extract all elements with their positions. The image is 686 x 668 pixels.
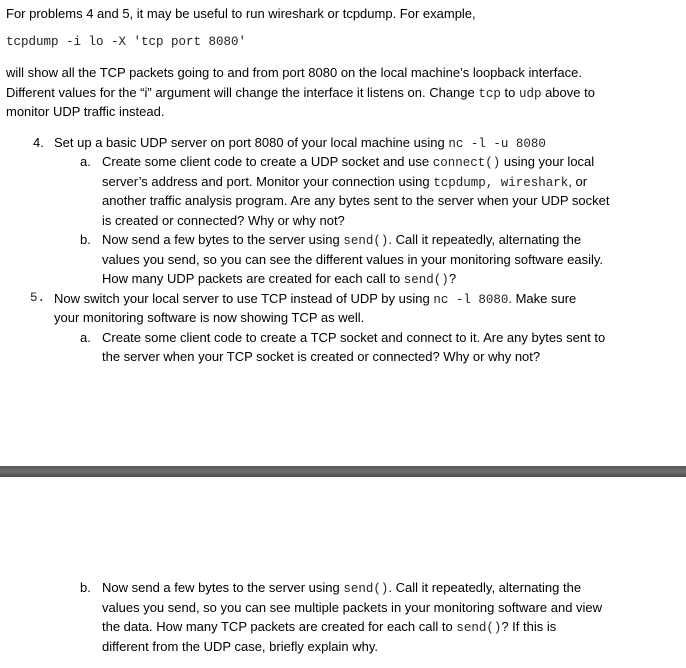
problem-4a-label: a. — [80, 154, 91, 169]
problem-5b-line-3 — [102, 617, 556, 638]
problem-5a-line-2: the server when your TCP socket is created or connected? Why or why not? — [102, 349, 541, 364]
problem-4b-line-3-text-a: How many UDP packets are created for each call to — [102, 271, 404, 286]
send-function: send() — [343, 582, 389, 596]
problem-5b-line-1-text-a: Now send a few bytes to the server using — [102, 580, 344, 595]
problem-5a-label: a. — [80, 330, 91, 345]
problem-5a-line-1: Create some client code to create a TCP socket and connect to it. Are any bytes sent to — [102, 330, 606, 345]
problem-4-number: 4. — [33, 135, 44, 150]
problem-4a-line-2-text-a: server’s address and port. Monitor your connection using — [102, 174, 434, 189]
section-divider — [0, 466, 686, 477]
send-function: send() — [343, 234, 389, 248]
intro-line-3-text-c: above to — [541, 85, 595, 100]
intro-line-2: will show all the TCP packets going to and from port 8080 on the local machine’s loopback interface. — [6, 65, 582, 80]
problem-5-line-1-text-b: . Make sure — [508, 291, 577, 306]
wireshark-tool: wireshark — [500, 176, 569, 190]
problem-5-line-1-text-a: Now switch your local server to use TCP instead of UDP by using — [54, 291, 434, 306]
tcpdump-tool: tcpdump — [433, 176, 486, 190]
problem-4a-line-4: is created or connected? Why or why not? — [102, 213, 345, 228]
problem-4b-line-3-text-b: ? — [448, 271, 457, 286]
problem-4a-line-2-text-b: , or — [568, 174, 588, 189]
problem-5-number: 5. — [30, 291, 46, 305]
problem-5b-line-4: different from the UDP case, briefly explain why. — [102, 639, 379, 654]
problem-4a-line-2 — [102, 172, 587, 193]
problem-4a-line-3: another traffic analysis program. Are any bytes sent to the server when your UDP socket — [102, 193, 610, 208]
intro-line-3-text-a: Different values for the “i” argument will change the interface it listens on. Change — [6, 85, 479, 100]
connect-function: connect() — [432, 156, 501, 170]
tcp-keyword: tcp — [478, 87, 501, 101]
problem-4-text-a: Set up a basic UDP server on port 8080 of your local machine using — [54, 135, 449, 150]
problem-5-line-2: your monitoring software is now showing TCP as well. — [54, 310, 365, 325]
problem-5b-line-3-text-b: ? If this is — [501, 619, 557, 634]
problem-5-command: nc -l 8080 — [433, 293, 509, 307]
problem-4a-line-1 — [102, 152, 594, 173]
tool-separator: , — [485, 176, 501, 190]
send-function: send() — [456, 621, 502, 635]
intro-line-3 — [6, 83, 595, 104]
problem-5b-line-1 — [102, 578, 581, 599]
problem-4a-line-1-text-a: Create some client code to create a UDP socket and use — [102, 154, 433, 169]
intro-line-3-text-b: to — [500, 85, 519, 100]
problem-5-line-1 — [54, 289, 576, 310]
send-function: send() — [403, 273, 449, 287]
udp-keyword: udp — [518, 87, 542, 101]
problem-5b-line-3-text-a: the data. How many TCP packets are created for each call to — [102, 619, 457, 634]
problem-4-command: nc -l -u 8080 — [448, 137, 546, 151]
problem-4a-line-1-text-b: using your local — [500, 154, 595, 169]
intro-line-1: For problems 4 and 5, it may be useful to run wireshark or tcpdump. For example, — [6, 6, 476, 21]
problem-4b-line-1 — [102, 230, 581, 251]
problem-4b-line-1-text-a: Now send a few bytes to the server using — [102, 232, 344, 247]
problem-4b-line-3 — [102, 269, 456, 290]
problem-4b-line-2: values you send, so you can see the different values in your monitoring software easily. — [102, 252, 604, 267]
problem-5b-line-1-text-b: . Call it repeatedly, alternating the — [388, 580, 582, 595]
example-command: tcpdump -i lo -X 'tcp port 8080' — [6, 35, 247, 49]
problem-4-text — [54, 133, 546, 154]
problem-5b-label: b. — [80, 580, 91, 595]
problem-4b-label: b. — [80, 232, 91, 247]
problem-4b-line-1-text-b: . Call it repeatedly, alternating the — [388, 232, 582, 247]
intro-line-4: monitor UDP traffic instead. — [6, 104, 165, 119]
problem-5b-line-2: values you send, so you can see multiple packets in your monitoring software and view — [102, 600, 603, 615]
